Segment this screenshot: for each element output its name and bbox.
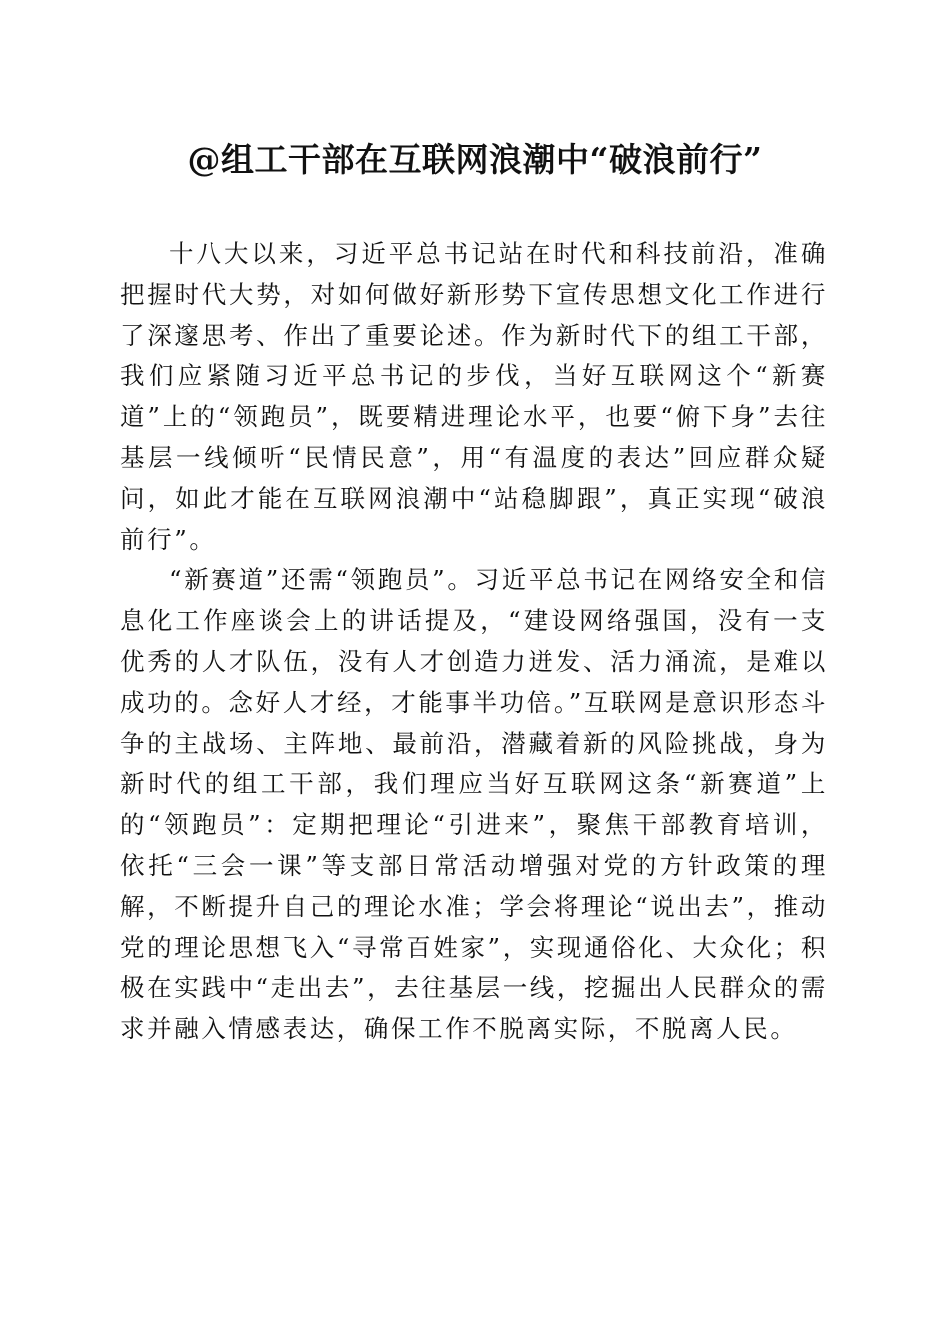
paragraph-intro: 十八大以来，习近平总书记站在时代和科技前沿，准确把握时代大势，对如何做好新形势下宣传思想文化工作进行了深邃思考、作出了重要论述。作为新时代下的组工干部，我们应紧随习近平总书记的步伐，当好互联网这个“新赛道”上的“领跑员”，既要精进理论水平，也要“俯下身”去往基层一线倾听“民情民意”，用“有温度的表达”回应群众疑问，如此才能在互联网浪潮中“站稳脚跟”，真正实现“破浪前行”。	[120, 239, 828, 554]
document-body	[120, 234, 828, 1050]
document-title: @组工干部在互联网浪潮中“破浪前行”	[187, 140, 763, 179]
paragraph-new-track-leader: “新赛道”还需“领跑员”。习近平总书记在网络安全和信息化工作座谈会上的讲话提及，“建设网络强国，没有一支优秀的人才队伍，没有人才创造力迸发、活力涌流，是难以成功的。念好人才经，才能事半功倍。”互联网是意识形态斗争的主战场、主阵地、最前沿，潜藏着新的风险挑战，身为新时代的组工干部，我们理应当好互联网这条“新赛道”上的“领跑员”：定期把理论“引进来”，聚焦干部教育培训，依托“三会一课”等支部日常活动增强对党的方针政策的理解，不断提升自己的理论水准；学会将理论“说出去”，推动党的理论思想飞入“寻常百姓家”，实现通俗化、大众化；积极在实践中“走出去”，去往基层一线，挖掘出人民群众的需求并融入情感表达，确保工作不脱离实际，不脱离人民。	[120, 565, 828, 1044]
